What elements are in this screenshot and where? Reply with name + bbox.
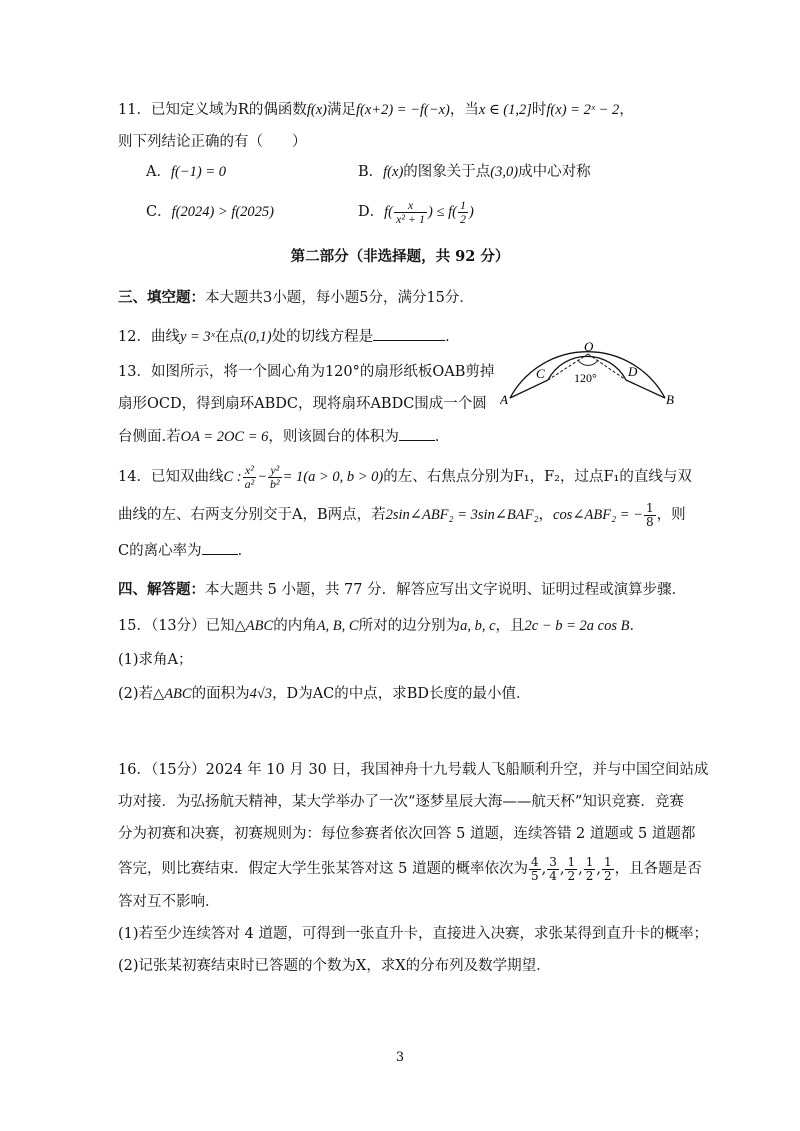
- q13-text: ，则该圆台的体积为: [268, 429, 399, 445]
- option-text: 成中心对称: [518, 164, 591, 180]
- q15-sides: a, b, c: [460, 618, 496, 634]
- q16-sub2: (2)记张某初赛结束时已答题的个数为X，求X的分布列及数学期望．: [118, 958, 551, 974]
- q12-text: 12．曲线: [118, 329, 180, 345]
- prob-fraction: [529, 856, 541, 883]
- option-text: f(2024) > f(2025): [171, 204, 275, 220]
- numerator: 1: [645, 500, 654, 515]
- q12-text: ．: [445, 329, 460, 345]
- option-label: B．: [358, 164, 384, 180]
- numerator: 1: [567, 854, 576, 869]
- q11-condition: f(x+2) = −f(−x): [356, 102, 450, 118]
- q11-interval: x ∈ (1,2]: [478, 102, 532, 118]
- q14-curve: C :: [223, 469, 242, 485]
- q15-text: 15．（13分）已知: [118, 618, 235, 634]
- section-text: 本大题共3小题，每小题5分，满分15分．: [205, 290, 474, 306]
- q11-stem-line1: [118, 100, 634, 120]
- q14-text: 的左、右焦点分别为F₁，F₂，过点F₁的直线与双: [383, 469, 692, 485]
- q15-triangle: △ABC: [234, 618, 274, 634]
- q13-text: ．: [434, 429, 450, 445]
- q11-text: 满足: [327, 102, 356, 118]
- option-text: ): [468, 204, 474, 220]
- numerator: 1: [603, 854, 612, 869]
- numerator: x²: [243, 464, 257, 478]
- q15-sub1: (1)求角A；: [118, 652, 193, 668]
- part2-title: 第二部分（非选择题，共 92 分）: [290, 248, 510, 265]
- q11-text: ，当: [449, 102, 479, 118]
- option-text: (3,0): [490, 164, 519, 180]
- denominator: 8: [645, 514, 654, 529]
- q12-text: 在点: [214, 329, 244, 345]
- q14-text: C的离心率为: [118, 543, 202, 559]
- q15-text: 所对的边分别为: [358, 618, 461, 634]
- q14-line3: [118, 540, 252, 561]
- q15-line1: [118, 616, 644, 636]
- option-label: D．: [358, 204, 385, 220]
- option-text: ) ≤ f(: [428, 204, 457, 220]
- q11-fx: f(x): [306, 102, 327, 118]
- label-d: D: [628, 364, 638, 379]
- q16-line2: 功对接．为弘扬航天精神，某大学举办了一次“逐梦星辰大海——航天杯”知识竞赛．竞赛: [118, 794, 684, 810]
- q16-text: ，且各题是否: [614, 861, 702, 877]
- q14-minus: −: [257, 469, 267, 485]
- numerator: 1: [585, 854, 594, 869]
- fraction: [268, 464, 282, 491]
- label-c: C: [536, 366, 545, 381]
- sector-ring-figure: [500, 336, 680, 456]
- q15-text: (2)若: [118, 686, 154, 702]
- q14-text: ，则: [656, 507, 686, 523]
- numerator: 4: [530, 854, 539, 869]
- section-text: 本大题共 5 小题，共 77 分．解答应写出文字说明、证明过程或演算步骤．: [205, 582, 687, 598]
- section-label: 三、填空题：: [118, 289, 205, 306]
- page-number: 3: [395, 1050, 405, 1065]
- q13-line2: 扇形OCD，得到扇环ABDC，现将扇环ABDC围成一个圆: [118, 396, 487, 412]
- prob-fraction: [584, 856, 596, 883]
- option-text: f(−1) = 0: [170, 164, 226, 180]
- fraction: [458, 199, 468, 226]
- option-label: C．: [146, 204, 172, 220]
- section-label: 四、解答题：: [118, 581, 205, 598]
- option-label: A．: [146, 164, 171, 180]
- option-text: f(: [384, 204, 393, 220]
- q11-formula: f(x) = 2ˣ − 2: [546, 102, 620, 118]
- q11-option-a: [146, 162, 226, 182]
- numerator: 3: [549, 854, 557, 869]
- q16-line3: 分为初赛和决赛，初赛规则为：每位参赛者依次回答 5 道题，连续答错 2 道题或 5 道题都: [118, 826, 696, 842]
- label-angle: 120°: [574, 371, 597, 385]
- q11-stem-line2: 则下列结论正确的有（ ）: [118, 134, 307, 150]
- q14-cos: cos∠ABF₂ = −: [553, 507, 643, 523]
- q12: [118, 326, 460, 347]
- q11-text: 11．已知定义域为R的偶函数: [118, 102, 307, 118]
- q13-equation: OA = 2OC = 6: [180, 429, 269, 445]
- q14-text: ．: [237, 543, 253, 559]
- prob-fraction: [547, 856, 559, 883]
- answer-blank: [373, 326, 445, 341]
- denominator: 5: [530, 868, 539, 883]
- q16-text: 答完，则比赛结束．假定大学生张某答对这 5 道题的概率依次为: [118, 861, 528, 877]
- q12-text: 处的切线方程是: [271, 329, 374, 345]
- q15-sub2: [118, 684, 531, 704]
- q16-line4: 答完，则比赛结束．假定大学生张某答对这 5 道题的概率依次为 $\frac{4}{5}$ , $\frac{3}{4}$ , $\frac{1}{2}$ , $\frac{1}{2}$ , $\frac{1}{2}$ ，且各题是否: [118, 854, 702, 883]
- q13-text: 台侧面.若: [118, 429, 181, 445]
- q13-line1: 13．如图所示，将一个圆心角为120°的扇形纸板OAB剪掉: [118, 364, 495, 380]
- q11-option-c: [146, 202, 274, 222]
- q11-option-b: [358, 162, 591, 182]
- option-text: f(x): [383, 164, 404, 180]
- denominator: 2: [603, 868, 612, 883]
- fraction: [394, 199, 427, 226]
- q14-text: ，: [538, 507, 554, 523]
- denominator: b²: [269, 476, 280, 491]
- prob-fraction: [602, 856, 614, 883]
- label-o: O: [584, 339, 594, 354]
- angle-arc: [578, 360, 598, 365]
- q15-area: 4√3: [249, 686, 273, 702]
- numerator: x: [394, 199, 427, 213]
- q13-line3: [118, 426, 449, 447]
- numerator: 1: [459, 197, 466, 212]
- q14-equation: 2sin∠ABF₂ = 3sin∠BAF₂: [385, 507, 539, 523]
- option-text: 的图象关于点: [403, 164, 491, 180]
- q15-text: ，且: [495, 618, 525, 634]
- q16-line5: 答对互不影响．: [118, 894, 220, 910]
- q15-text: 的面积为: [191, 686, 250, 702]
- q12-function: y = 3ˣ: [179, 329, 215, 345]
- q15-text: ．: [629, 618, 644, 634]
- denominator: 2: [585, 868, 594, 883]
- prob-fraction: [565, 856, 577, 883]
- q11-text: 时: [531, 102, 547, 118]
- denominator: 4: [549, 868, 557, 883]
- label-a: A: [500, 392, 508, 407]
- q15-equation: 2c − b = 2a cos B: [524, 618, 630, 634]
- q12-point: (0,1): [243, 329, 272, 345]
- q14-text: 曲线的左、右两支分别交于A，B两点，若: [118, 507, 386, 523]
- section3-heading: [118, 288, 474, 308]
- denominator: 2: [459, 211, 466, 226]
- q16-sub1: (1)若至少连续答对 4 道题，可得到一张直升卡，直接进入决赛，求张某得到直升卡的概率；: [118, 926, 708, 942]
- denominator: a²: [244, 476, 255, 491]
- q15-angles: A, B, C: [316, 618, 359, 634]
- numerator: y²: [268, 464, 282, 478]
- q11-option-d: [358, 196, 474, 228]
- denominator: x² + 1: [396, 211, 426, 226]
- section4-heading: [118, 580, 686, 600]
- fraction: [243, 464, 257, 491]
- fraction: [644, 502, 656, 529]
- q14-text: 14．已知双曲线: [118, 469, 224, 485]
- q15-text: 的内角: [273, 618, 317, 634]
- q15-triangle: △ABC: [153, 686, 192, 702]
- q14-line1: [118, 460, 692, 494]
- answer-blank: [399, 426, 435, 441]
- q16-line1: 16．（15分）2024 年 10 月 30 日，我国神舟十九号载人飞船顺利升空，并与中国空间站成: [118, 762, 709, 778]
- label-b: B: [666, 392, 674, 407]
- q15-text: ，D为AC的中点，求BD长度的最小值．: [272, 686, 531, 702]
- q14-equation: = 1(a > 0, b > 0): [282, 469, 384, 485]
- answer-blank: [202, 540, 238, 555]
- q11-text: ，: [619, 102, 634, 118]
- q14-line2: [118, 498, 686, 532]
- denominator: 2: [567, 868, 576, 883]
